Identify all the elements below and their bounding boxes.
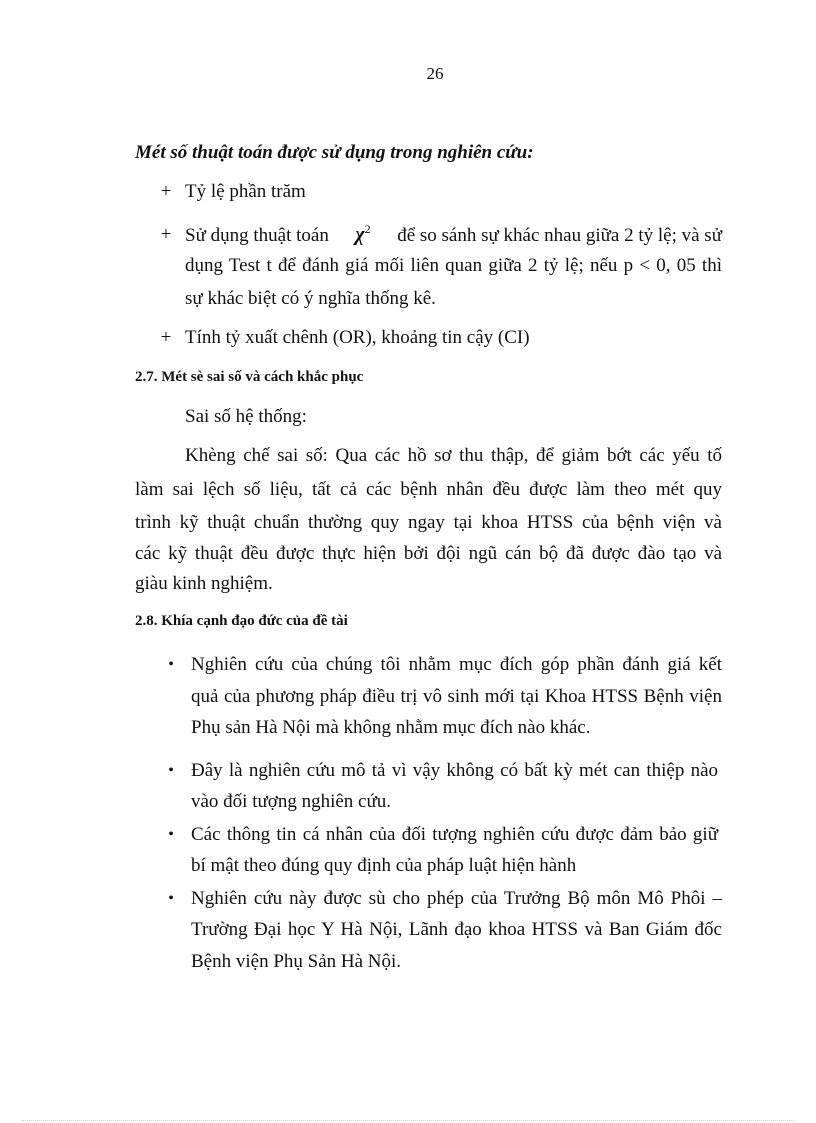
section-2-8-heading: 2.8. Khía cạnh đạo đức của đề tài	[135, 613, 348, 629]
plus-bullet-icon: +	[160, 327, 172, 348]
algorithm-item-chi-line1	[185, 222, 722, 247]
section-2-7-paragraph-line: các kỹ thuật đều được thực hiện bởi đội ngũ cán bộ đã được đào tạo và	[135, 543, 722, 564]
ethics-bullet-line: vào đối tượng nghiên cứu.	[191, 791, 392, 812]
ethics-bullet-line: Nghiên cứu của chúng tôi nhằm mục đích góp phần đánh giá kết	[191, 654, 722, 675]
section-2-7-paragraph-line: Khèng chế sai số: Qua các hồ sơ thu thập, để giảm bớt các yếu tố	[185, 445, 722, 466]
algorithm-item-odds-ratio: Tính tỷ xuất chênh (OR), khoảng tin cậy (CI)	[185, 327, 530, 348]
ethics-bullet-line: Đây là nghiên cứu mô tả vì vậy không có bất kỳ mét can thiệp nào	[191, 760, 718, 781]
ethics-bullet-line: Các thông tin cá nhân của đối tượng nghiên cứu được đảm bảo giữ	[191, 824, 718, 845]
page-number: 26	[426, 64, 444, 83]
section-2-7-subheading: Sai số hệ thống:	[185, 406, 307, 427]
plus-bullet-icon: +	[160, 181, 172, 202]
section-2-7-heading: 2.7. Mét sè sai số và cách khắc phục	[135, 369, 364, 385]
bullet-dot-icon: •	[168, 826, 174, 843]
ethics-bullet-line: quả của phương pháp điều trị vô sinh mới tại Khoa HTSS Bệnh viện	[191, 686, 722, 707]
section-2-7-paragraph-line: trình kỹ thuật chuẩn thường quy ngay tại khoa HTSS của bệnh viện và	[135, 512, 722, 533]
algorithm-item-chi-line2: dụng Test t để đánh giá mối liên quan giữa 2 tỷ lệ; nếu p < 0, 05 thì	[185, 255, 722, 276]
algorithms-heading: Mét số thuật toán được sử dụng trong nghiên cứu:	[135, 142, 534, 163]
chi-superscript: 2	[364, 222, 371, 236]
plus-bullet-icon: +	[160, 224, 172, 245]
ethics-bullet-line: bí mật theo đúng quy định của pháp luật hiện hành	[191, 855, 577, 876]
bullet-dot-icon: •	[168, 762, 174, 779]
ethics-bullet-line: Trường Đại học Y Hà Nội, Lãnh đạo khoa HTSS và Ban Giám đốc	[191, 919, 722, 940]
chi-square-symbol	[355, 222, 370, 247]
ethics-bullet-line: Phụ sản Hà Nội mà không nhằm mục đích nào khác.	[191, 717, 591, 738]
chi-text-before: Sử dụng thuật toán	[185, 224, 329, 246]
bullet-dot-icon: •	[168, 656, 174, 673]
algorithm-item-percent: Tỷ lệ phần trăm	[185, 181, 306, 202]
chi-text-after: để so sánh sự khác nhau giữa 2 tỷ lệ; và sử	[397, 224, 722, 246]
algorithm-item-chi-line3: sự khác biệt có ý nghĩa thống kê.	[185, 288, 436, 309]
section-2-7-paragraph-line: làm sai lệch số liệu, tất cả các bệnh nhân đều được làm theo mét quy	[135, 479, 722, 500]
section-2-7-paragraph-line: giàu kinh nghiệm.	[135, 573, 273, 594]
bullet-dot-icon: •	[168, 890, 174, 907]
ethics-bullet-line: Bệnh viện Phụ Sản Hà Nội.	[191, 951, 402, 972]
ethics-bullet-line: Nghiên cứu này được sù cho phép của Trưởng Bộ môn Mô Phôi –	[191, 888, 722, 909]
page-bottom-divider	[22, 1120, 794, 1121]
chi-letter: χ	[355, 223, 365, 246]
